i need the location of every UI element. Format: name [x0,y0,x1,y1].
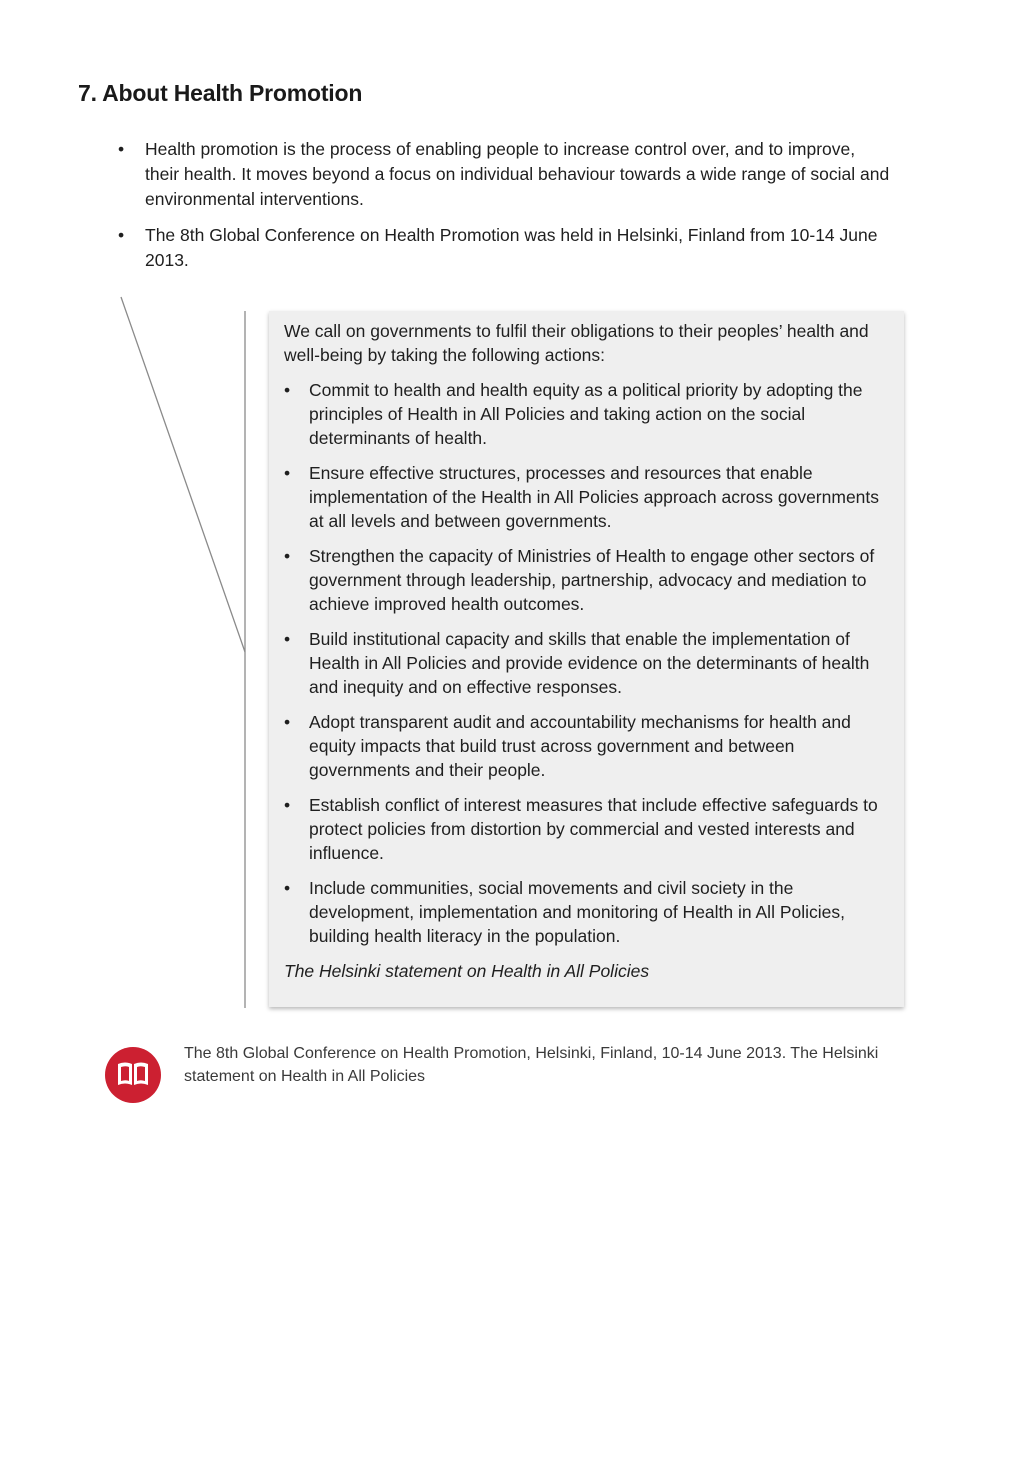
intro-bullet: • Health promotion is the process of enabling people to increase control over, and to improve, their health. It moves beyond a focus on individual behaviour towards a wide range of social and environmental interventions. [118,137,893,212]
book-icon [105,1047,161,1103]
action-item: • Include communities, social movements and civil society in the development, implementation and monitoring of Health in All Policies, building health literacy in the population. [284,876,886,948]
callout-connector [0,0,260,1012]
action-item: • Commit to health and health equity as a political priority by adopting the principles of Health in All Policies and taking action on the social determinants of health. [284,378,886,450]
intro-bullet: • The 8th Global Conference on Health Promotion was held in Helsinki, Finland from 10-14 June 2013. [118,223,893,273]
quote-intro: We call on governments to fulfil their obligations to their peoples’ health and well-being by taking the following actions: [284,321,869,365]
quote-source: The Helsinki statement on Health in All Policies [284,961,650,981]
action-item: • Build institutional capacity and skills that enable the implementation of Health in All Policies and provide evidence on the determinants of health and inequity and on effective responses. [284,627,886,699]
action-item: • Establish conflict of interest measures that include effective safeguards to protect policies from distortion by commercial and vested interests and influence. [284,793,886,865]
quote-box [269,311,904,1007]
connector-diagonal [121,297,245,652]
action-item: • Ensure effective structures, processes and resources that enable implementation of the Health in All Policies approach across governments at all levels and between governments. [284,461,886,533]
reference-citation: The 8th Global Conference on Health Promotion, Helsinki, Finland, 10-14 June 2013. The Helsinki statement on Health in All Policies [184,1045,879,1085]
action-item: • Strengthen the capacity of Ministries of Health to engage other sectors of government through leadership, partnership, advocacy and mediation to achieve improved health outcomes. [284,544,886,616]
action-list [284,378,886,948]
page-title: 7. About Health Promotion [78,80,363,106]
action-item: • Adopt transparent audit and accountability mechanisms for health and equity impacts that build trust across government and between governments and their people. [284,710,886,782]
